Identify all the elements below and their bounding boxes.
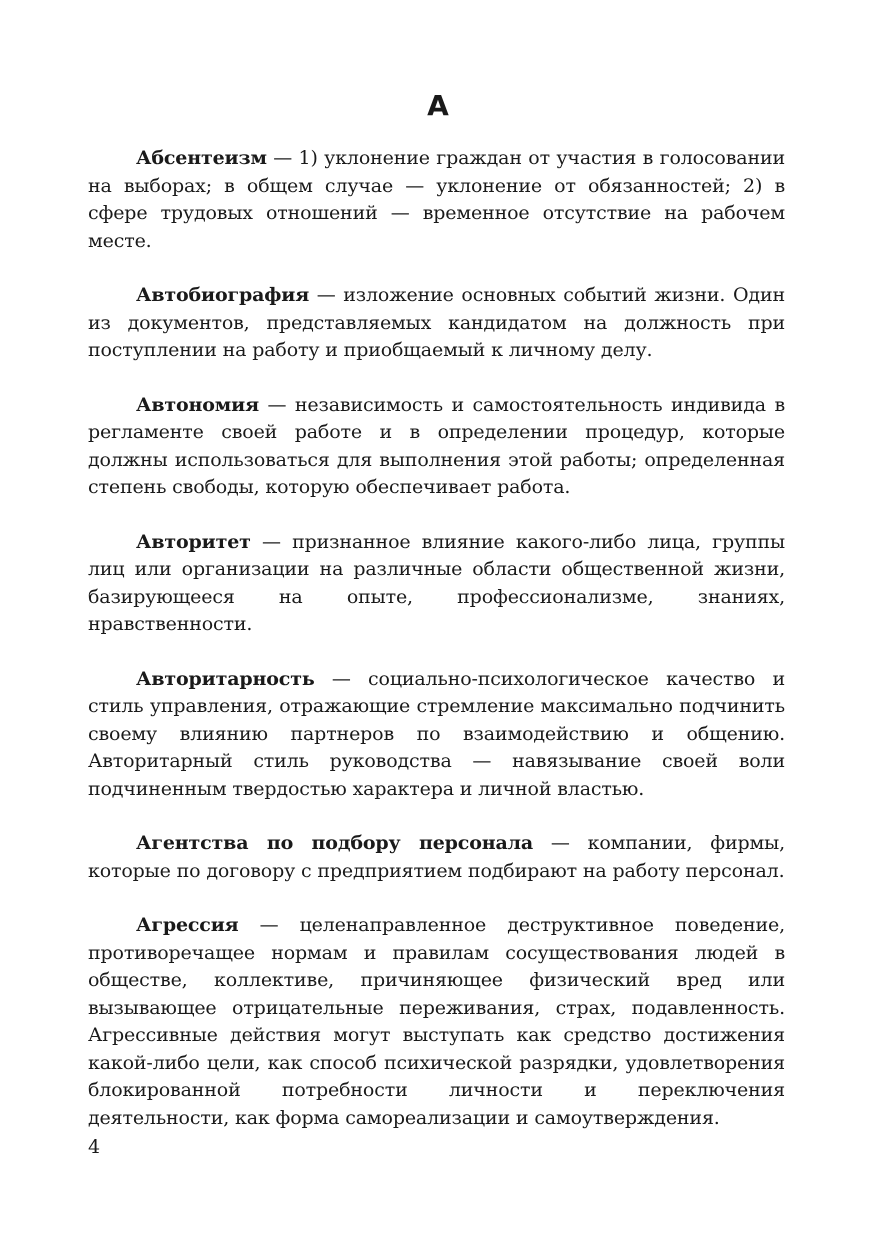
entry-definition: — признанное влияние какого-либо лица, группы лиц или организации на различные области общественной жизни, базирующееся на опыте, профессионализме, знаниях, нравственности. — [88, 530, 785, 635]
entry-definition: — 1) уклонение граждан от участия в голосовании на выборах; в общем случае — уклонение от обязанностей; 2) в сфере трудовых отношений — временное отсутствие на рабочем месте. — [88, 147, 785, 252]
glossary-entry-recruitment-agencies — [88, 830, 785, 885]
glossary-entries — [88, 145, 785, 1159]
entry-definition: — компании, фирмы, которые по договору с предприятием подбирают на работу персонал. — [88, 832, 785, 882]
entry-term: Авторитарность — [136, 667, 315, 690]
entry-definition: — целенаправленное деструктивное поведение, противоречащее нормам и правилам сосуществования людей в обществе, коллективе, причиняющее физический вред или вызывающее отрицательные переживания, страх, подавленность. Агрессивные действия могут выступать как средство достижения какой-либо цели, как способ психической разрядки, удовлетворения блокированной потребности личности и переключения деятельности, как форма самореализации и самоутверждения. — [88, 914, 785, 1129]
entry-definition: — социально-психологическое качество и стиль управления, отражающие стремление максимально подчинить своему влиянию партнеров по взаимодействию и общению. Авторитарный стиль руководства — навязывание своей воли подчиненным твердостью характера и личной властью. — [88, 667, 785, 800]
glossary-entry-autonomy — [88, 392, 785, 502]
glossary-entry-aggression — [88, 912, 785, 1132]
entry-term: Автономия — [136, 393, 259, 416]
entry-definition: — изложение основных событий жизни. Один из документов, представляемых кандидатом на должность при поступлении на работу и приобщаемый к личному делу. — [88, 284, 785, 361]
page-number: 4 — [88, 1136, 101, 1158]
entry-term: Агентства по подбору персонала — [136, 832, 534, 854]
glossary-entry-absenteeism — [88, 145, 785, 255]
entry-term: Абсентеизм — [136, 147, 267, 169]
entry-definition: — независимость и самостоятельность индивида в регламенте своей работе и в определении процедур, которые должны использоваться для выполнения этой работы; определенная степень свободы, которую обеспечивает работа. — [88, 393, 785, 498]
section-heading: А — [427, 89, 449, 122]
entry-term: Автобиография — [136, 284, 310, 306]
entry-term: Авторитет — [136, 530, 251, 553]
glossary-entry-authority — [88, 529, 785, 639]
glossary-entry-authoritarianism — [88, 666, 785, 804]
glossary-entry-autobiography — [88, 282, 785, 365]
entry-term: Агрессия — [136, 914, 239, 936]
